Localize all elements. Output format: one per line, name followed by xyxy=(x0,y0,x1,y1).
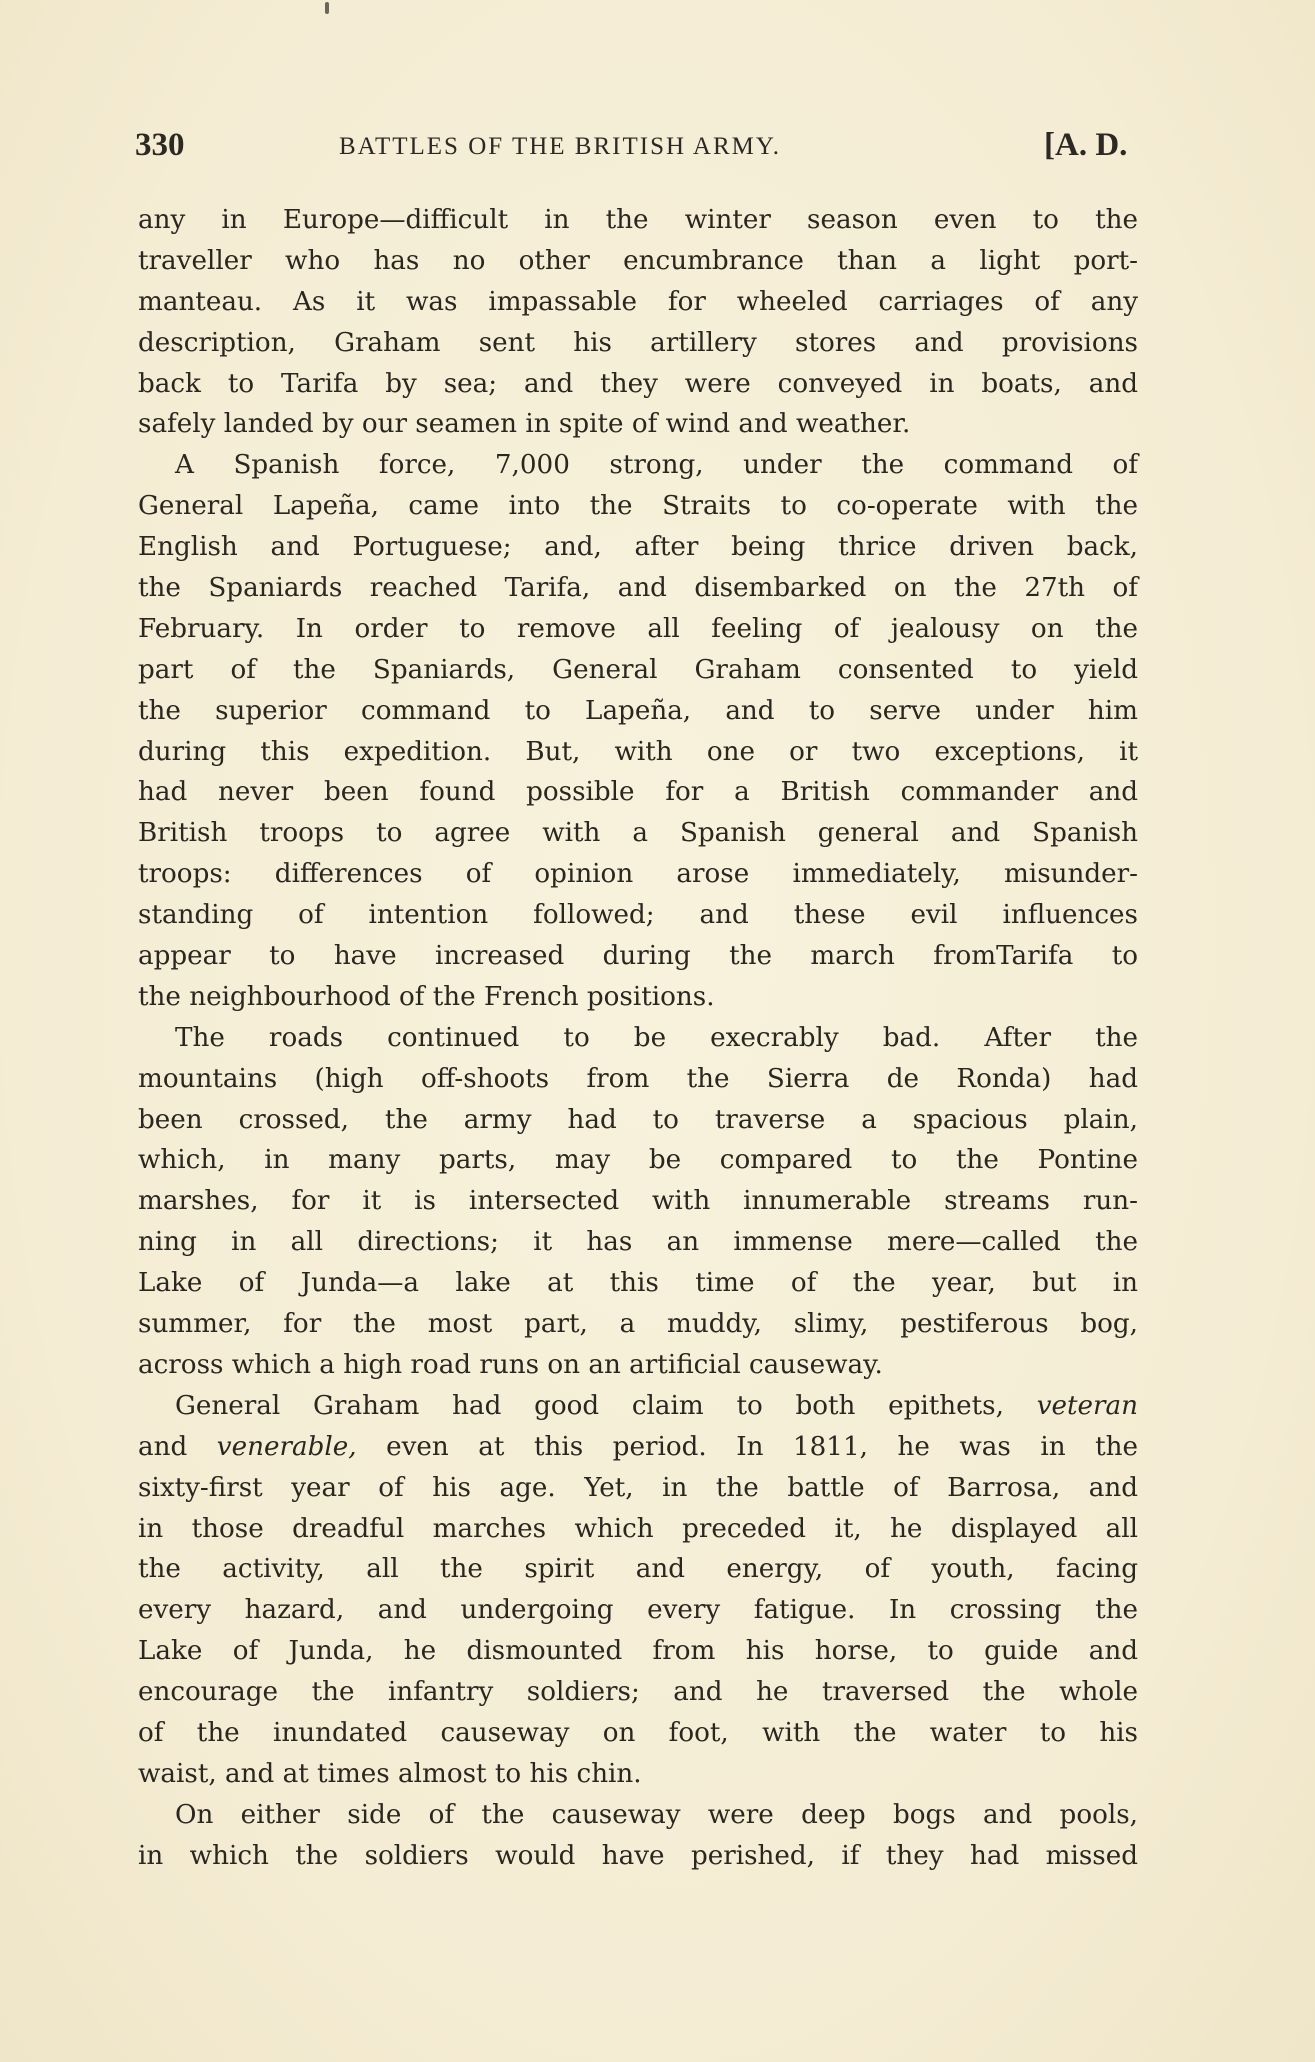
text-line: the activity, all the spirit and energy, of youth, facing xyxy=(138,1554,1138,1585)
text-line: February. In order to remove all feeling of jealousy on the xyxy=(138,613,1138,644)
text-line: traveller who has no other encumbrance than a light port- xyxy=(138,245,1138,276)
text-line: General Lapeña, came into the Straits to co-operate with the xyxy=(138,491,1138,522)
text-line: the superior command to Lapeña, and to serve under him xyxy=(138,695,1138,726)
text-line: English and Portuguese; and, after being thrice driven back, xyxy=(138,532,1138,563)
text-line: troops: differences of opinion arose immediately, misunder- xyxy=(138,859,1138,890)
text-line: in which the soldiers would have perished, if they had missed xyxy=(138,1840,1138,1871)
text-line: during this expedition. But, with one or two exceptions, it xyxy=(138,736,1138,767)
text-line: sixty-first year of his age. Yet, in the battle of Barrosa, and xyxy=(138,1472,1138,1503)
text-line: every hazard, and undergoing every fatigue. In crossing the xyxy=(138,1595,1138,1626)
text-line: across which a high road runs on an artificial causeway. xyxy=(138,1349,883,1380)
text-line: the Spaniards reached Tarifa, and disembarked on the 27th of xyxy=(138,573,1138,604)
page-number: 330 xyxy=(135,127,185,163)
text-line: British troops to agree with a Spanish general and Spanish xyxy=(138,818,1138,849)
text-line: had never been found possible for a British commander and xyxy=(138,777,1138,808)
text-line: standing of intention followed; and these evil influences xyxy=(138,900,1138,931)
running-title: BATTLES OF THE BRITISH ARMY. xyxy=(339,133,781,160)
text-line: any in Europe—difficult in the winter season even to the xyxy=(138,205,1138,235)
line-text: even at this period. In 1811, he was in the xyxy=(386,1431,1139,1462)
section-mark: [A. D. xyxy=(1044,127,1128,163)
running-header xyxy=(135,127,1135,171)
text-line: the neighbourhood of the French positions. xyxy=(138,981,715,1012)
line-text: General Graham had good claim to both epithets, xyxy=(175,1390,1004,1421)
text-line: ning in all directions; it has an immense mere—called the xyxy=(138,1227,1138,1258)
text-line: in those dreadful marches which preceded it, he displayed all xyxy=(138,1513,1138,1544)
text-line: been crossed, the army had to traverse a spacious plain, xyxy=(138,1104,1138,1135)
paragraph-start-line: A Spanish force, 7,000 strong, under the command of xyxy=(175,450,1138,481)
text-line: marshes, for it is intersected with innumerable streams run- xyxy=(138,1186,1138,1217)
text-line: encourage the infantry soldiers; and he traversed the whole xyxy=(138,1677,1138,1708)
text-line: summer, for the most part, a muddy, slimy, pestiferous bog, xyxy=(138,1309,1138,1340)
body-text xyxy=(138,200,1138,1877)
text-line: appear to have increased during the march fromTarifa to xyxy=(138,941,1138,972)
paragraph-start-line: The roads continued to be execrably bad. After the xyxy=(175,1022,1138,1053)
text-line: manteau. As it was impassable for wheeled carriages of any xyxy=(138,286,1138,317)
text-line: which, in many parts, may be compared to the Pontine xyxy=(138,1145,1138,1176)
text-line: Lake of Junda, he dismounted from his horse, to guide and xyxy=(138,1636,1138,1667)
paragraph-start-line xyxy=(138,1386,1138,1427)
paragraph-start-line: On either side of the causeway were deep bogs and pools, xyxy=(175,1799,1138,1830)
italic-word: venerable, xyxy=(216,1431,357,1462)
text-line: description, Graham sent his artillery stores and provisions xyxy=(138,327,1138,358)
text-line: waist, and at times almost to his chin. xyxy=(138,1758,642,1789)
text-line: safely landed by our seamen in spite of wind and weather. xyxy=(138,409,911,440)
text-line: mountains (high off-shoots from the Sierra de Ronda) had xyxy=(138,1063,1138,1094)
text-line: Lake of Junda—a lake at this time of the year, but in xyxy=(138,1268,1138,1299)
text-line xyxy=(138,1427,1138,1468)
line-lead-word: and xyxy=(138,1431,188,1462)
italic-word: veteran xyxy=(1036,1390,1138,1421)
print-speck xyxy=(325,2,329,14)
text-line: back to Tarifa by sea; and they were conveyed in boats, and xyxy=(138,368,1138,399)
text-line: of the inundated causeway on foot, with the water to his xyxy=(138,1717,1138,1748)
text-line: part of the Spaniards, General Graham consented to yield xyxy=(138,654,1138,685)
